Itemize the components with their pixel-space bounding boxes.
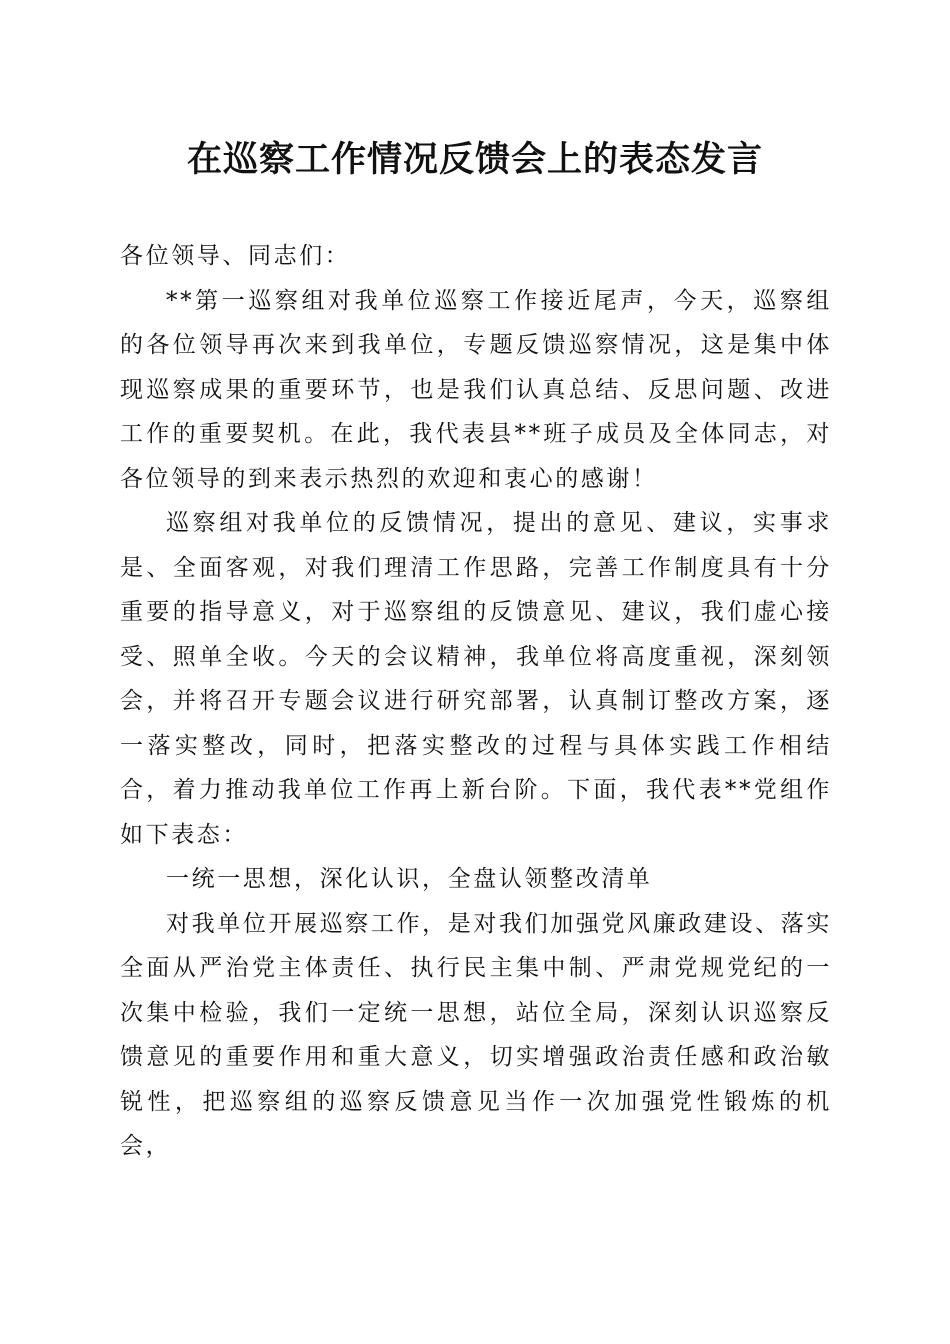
document-title: 在巡察工作情况反馈会上的表态发言: [186, 139, 763, 180]
salutation: 各位领导、同志们：: [120, 243, 351, 269]
paragraph-1: **第一巡察组对我单位巡察工作接近尾声，今天，巡察组的各位领导再次来到我单位，专题反馈巡察情况，这是集中体现巡察成果的重要环节，也是我们认真总结、反思问题、改进工作的重要契机。在此，我代表县**班子成员及全体同志，对各位领导的到来表示热烈的欢迎和衷心的感谢！: [120, 287, 832, 492]
document-body: [120, 234, 832, 1169]
paragraph-2: 巡察组对我单位的反馈情况，提出的意见、建议，实事求是、全面客观，对我们理清工作思路，完善工作制度具有十分重要的指导意义，对于巡察组的反馈意见、建议，我们虚心接受、照单全收。今天的会议精神，我单位将高度重视，深刻领会，并将召开专题会议进行研究部署，认真制订整改方案，逐一落实整改，同时，把落实整改的过程与具体实践工作相结合，着力推动我单位工作再上新台阶。下面，我代表**党组作如下表态：: [120, 510, 832, 848]
section-paragraph: 对我单位开展巡察工作，是对我们加强党风廉政建设、落实全面从严治党主体责任、执行民主集中制、严肃党规党纪的一次集中检验，我们一定统一思想，站位全局，深刻认识巡察反馈意见的重要作用和重大意义，切实增强政治责任感和政治敏锐性，把巡察组的巡察反馈意见当作一次加强党性锻炼的机会，: [120, 910, 832, 1159]
section-heading: 一统一思想，深化认识，全盘认领整改清单: [166, 866, 653, 892]
